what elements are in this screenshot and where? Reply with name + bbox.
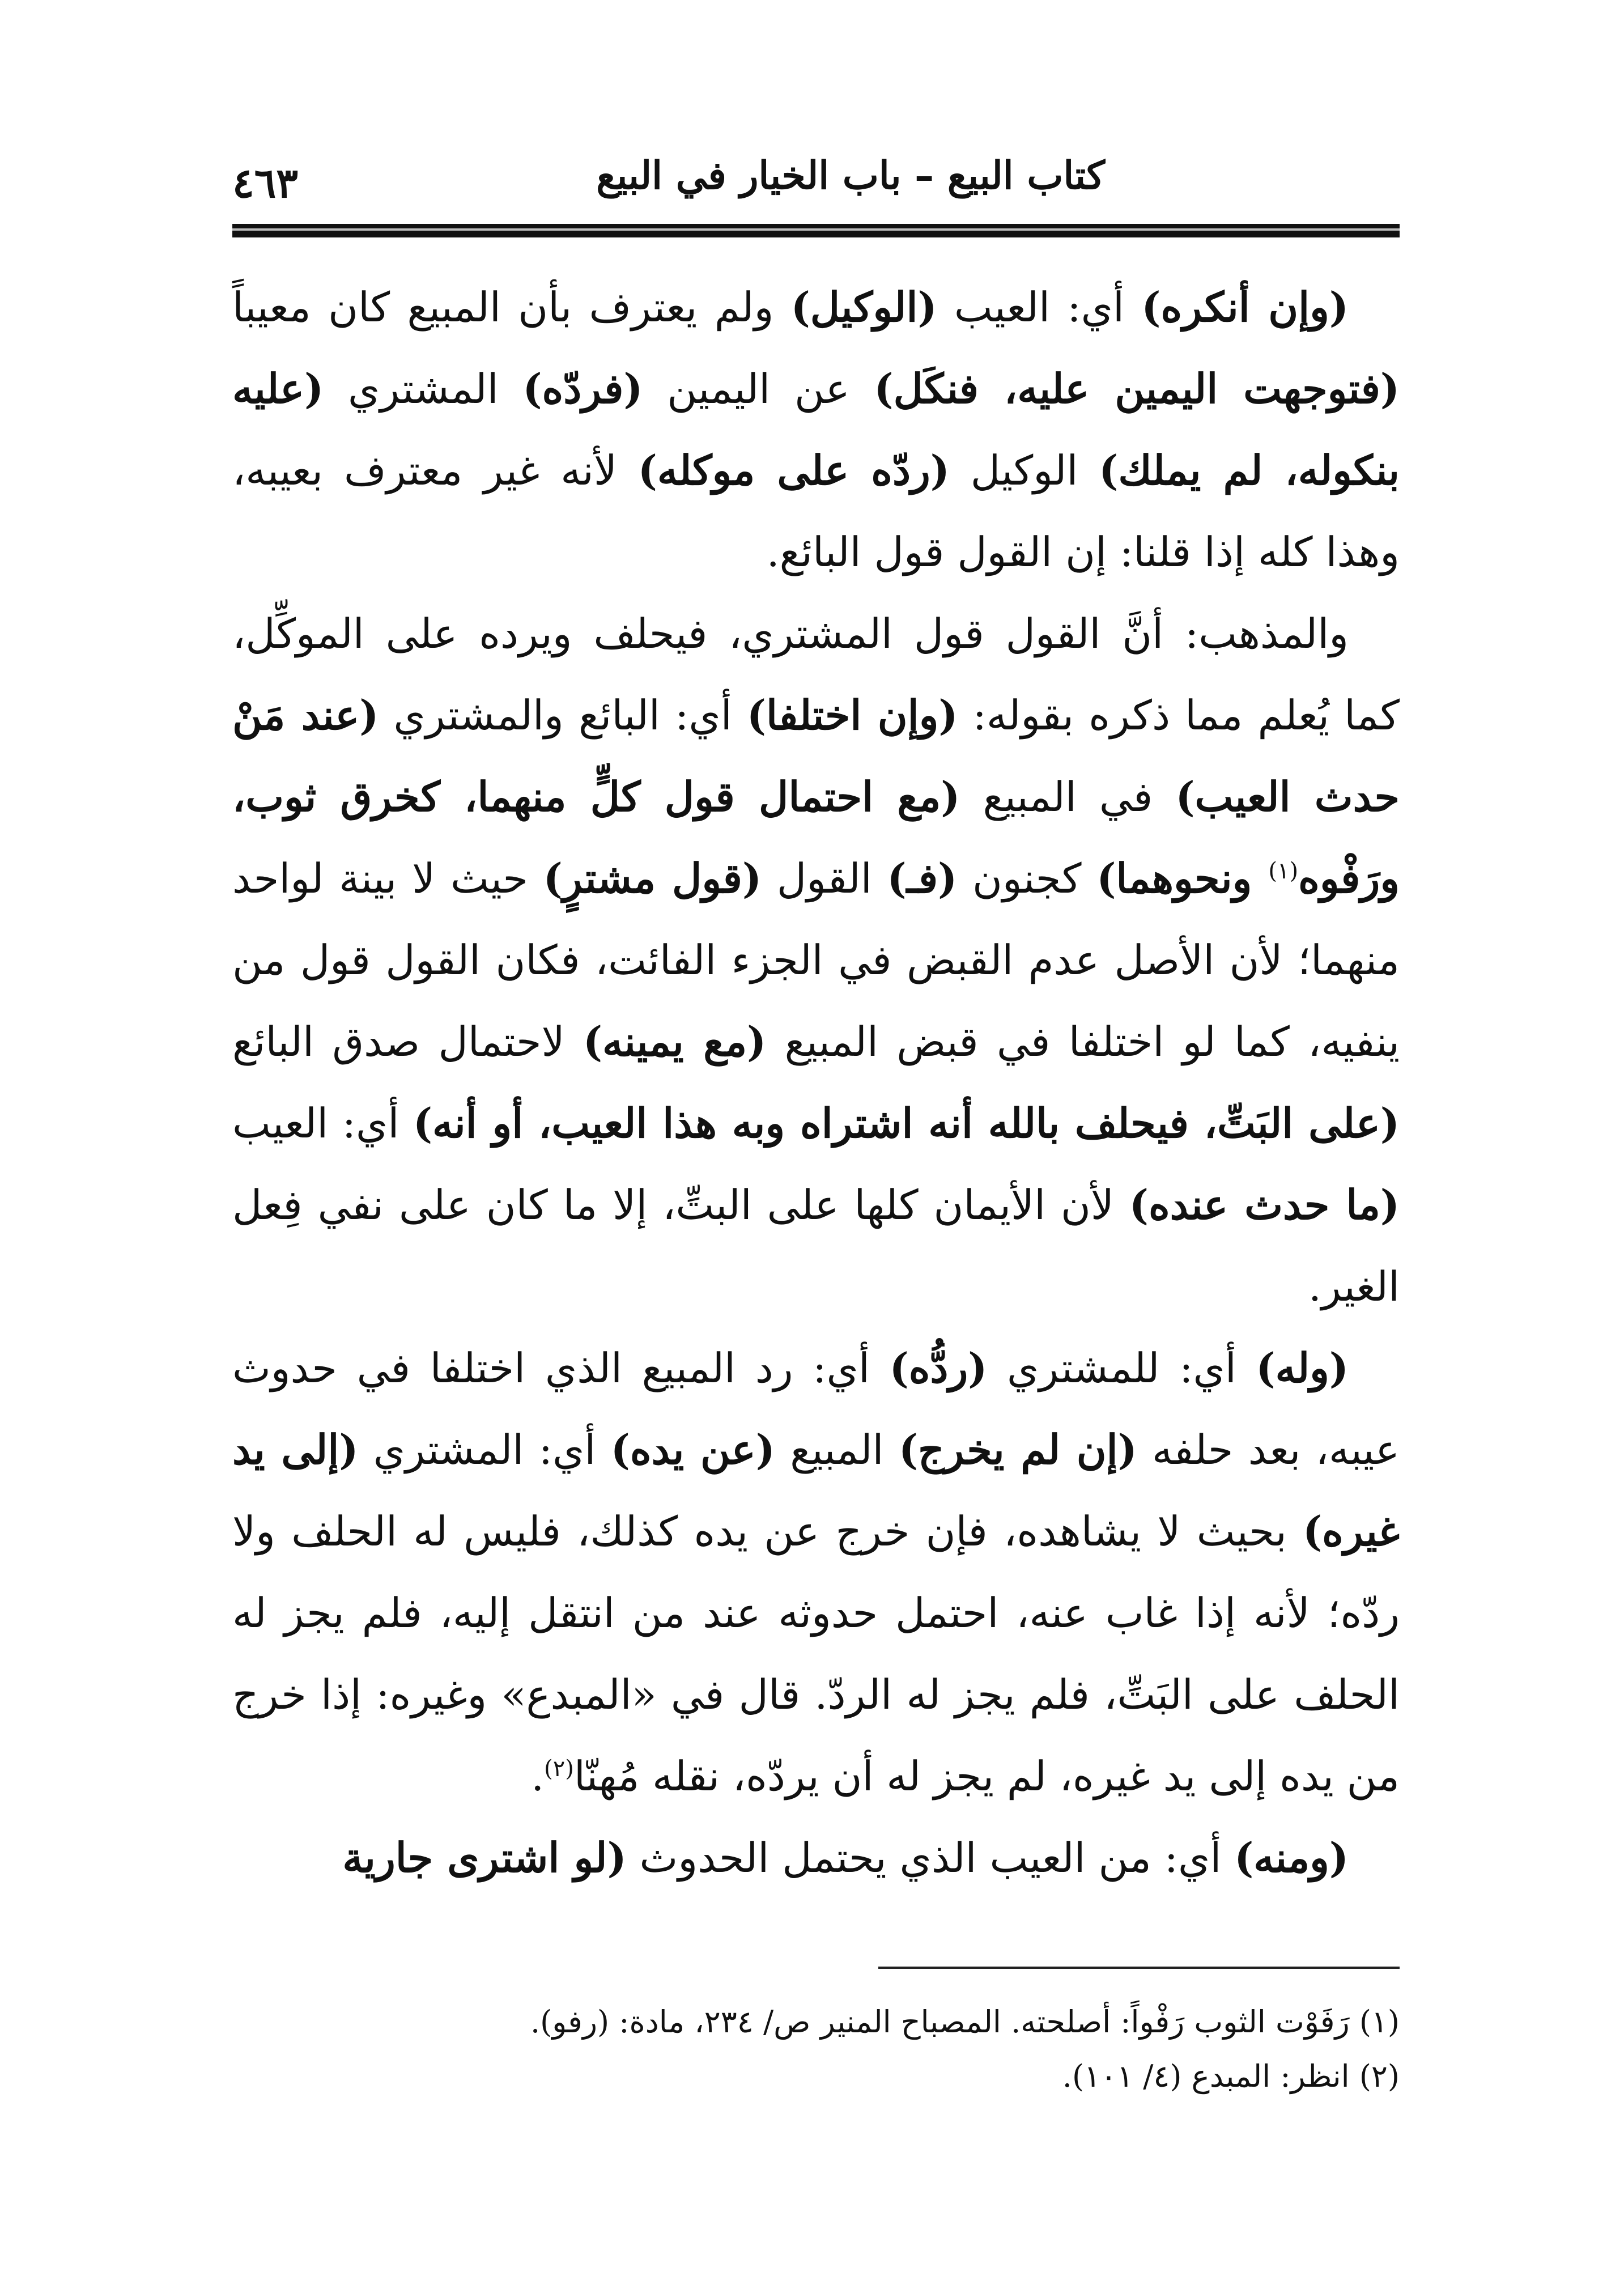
sharh-text: أي: رد المبيع الذي اختلفا في حدوث عيبه، بعد حلفه <box>232 1344 1400 1474</box>
paragraph <box>232 593 1400 1327</box>
sharh-text: ولم يعترف بأن المبيع كان معيباً <box>232 283 791 331</box>
sharh-text: أي: للمشتري <box>987 1344 1256 1392</box>
paragraph <box>232 1327 1400 1817</box>
matn-text: (عليه بنكوله، لم يملك) <box>232 364 1400 494</box>
matn-text: (على البَتِّ، فيحلف بالله أنه اشتراه وبه هذا العيب، أو أنه) <box>413 1099 1400 1147</box>
matn-text: (مع يمينه) <box>583 1017 767 1065</box>
sharh-text: بحيث لا يشاهده، فإن خرج عن يده كذلك، فليس له الحلف ولا ردّه؛ لأنه إذا غاب عنه، احتمل حدوثه عند من انتقل إليه، فلم يجز له الحلف على البَتِّ، فلم يجز له الردّ. قال في «المبدع» وغيره: إذا خرج من يده إلى يد غيره، لم يجز له أن يردّه، نقله مُهنّا <box>232 1508 1400 1800</box>
sharh-text: لأن الأيمان كلها على البتِّ، إلا ما كان على نفي فِعل الغير. <box>232 1181 1400 1310</box>
sharh-text: أي: المشتري <box>358 1426 611 1474</box>
matn-text: (إن لم يخرج) <box>898 1425 1137 1474</box>
matn-text: (ردّه على موكله) <box>637 446 950 494</box>
sharh-text: أي: العيب <box>937 283 1142 331</box>
sharh-text: لاحتمال صدق البائع <box>232 1018 583 1065</box>
matn-text: (قول مشترٍ) <box>543 854 762 902</box>
matn-text: (لو اشترى جارية <box>342 1833 627 1882</box>
matn-text: (ما حدث عنده) <box>1129 1181 1400 1229</box>
footnote-2: (٢) انظر: المبدع (٤/ ١٠١). <box>1062 2058 1400 2094</box>
footnote-reference: (٢) <box>544 1756 574 1782</box>
footnote-1: (١) رَفَوْت الثوب رَفْواً: أصلحته. المصباح المنير ص/ ٢٣٤، مادة: (رفو). <box>530 2004 1400 2040</box>
matn-text: (الوكيل) <box>790 283 937 331</box>
sharh-text: أي: من العيب الذي يحتمل الحدوث <box>626 1834 1235 1882</box>
sharh-text: والمذهب: أنَّ القول قول المشتري، فيحلف ويرده على الموكِّل، كما يُعلم مما ذكره بقوله: <box>232 610 1400 739</box>
matn-text: (وإن أنكره) <box>1141 283 1349 331</box>
paragraph <box>232 1817 1400 1899</box>
matn-text: (وإن اختلفا) <box>746 691 958 739</box>
matn-text: (مع احتمال قول كلٍّ منهما، كخرق ثوب، ورَفْوه <box>232 772 1400 902</box>
sharh-text: الوكيل <box>949 447 1099 494</box>
footnote-separator <box>878 1967 1400 1969</box>
sharh-text: حيث لا بينة لواحد منهما؛ لأن الأصل عدم القبض في الجزء الفائت، فكان القول قول من ينفيه، كما لو اختلفا في قبض المبيع <box>232 855 1400 1065</box>
header-rule-inner <box>232 228 1400 231</box>
matn-text: (فردّه) <box>522 364 643 413</box>
sharh-text: لأنه غير معترف بعيبه، وهذا كله إذا قلنا: إن القول قول البائع. <box>232 447 1400 576</box>
sharh-text: أي: البائع والمشتري <box>379 691 747 739</box>
matn-text: (فـ) <box>887 854 958 902</box>
sharh-text: القول <box>762 855 887 902</box>
sharh-text: في المبيع <box>960 773 1176 821</box>
matn-text: ونحوهما) <box>1096 854 1269 902</box>
header-rule <box>232 224 1400 237</box>
matn-text: (فتوجهت اليمين عليه، فنكَل) <box>874 364 1400 413</box>
sharh-text: كجنون <box>957 855 1097 902</box>
matn-text: (ومنه) <box>1234 1833 1349 1882</box>
matn-text: (إلى يد غيره) <box>232 1425 1400 1555</box>
page-number: ٤٦٣ <box>232 159 299 207</box>
main-text <box>232 266 1400 1899</box>
sharh-text: عن اليمين <box>643 365 874 413</box>
footnote-reference: (١) <box>1268 858 1299 884</box>
page-header <box>232 153 1400 215</box>
matn-text: (ردُّه) <box>889 1344 988 1392</box>
footnotes <box>232 1995 1400 2104</box>
running-title: كتاب البيع – باب الخيار في البيع <box>596 153 1105 198</box>
sharh-text: . <box>531 1752 545 1800</box>
matn-text: (عن يده) <box>610 1425 775 1474</box>
paragraph <box>232 266 1400 593</box>
sharh-text: أي: العيب <box>232 1099 413 1147</box>
matn-text: (وله) <box>1256 1344 1349 1392</box>
sharh-text: المبيع <box>775 1426 899 1474</box>
sharh-text: المشتري <box>324 365 523 413</box>
matn-text: (عند مَنْ حدث العيب) <box>232 691 1400 821</box>
